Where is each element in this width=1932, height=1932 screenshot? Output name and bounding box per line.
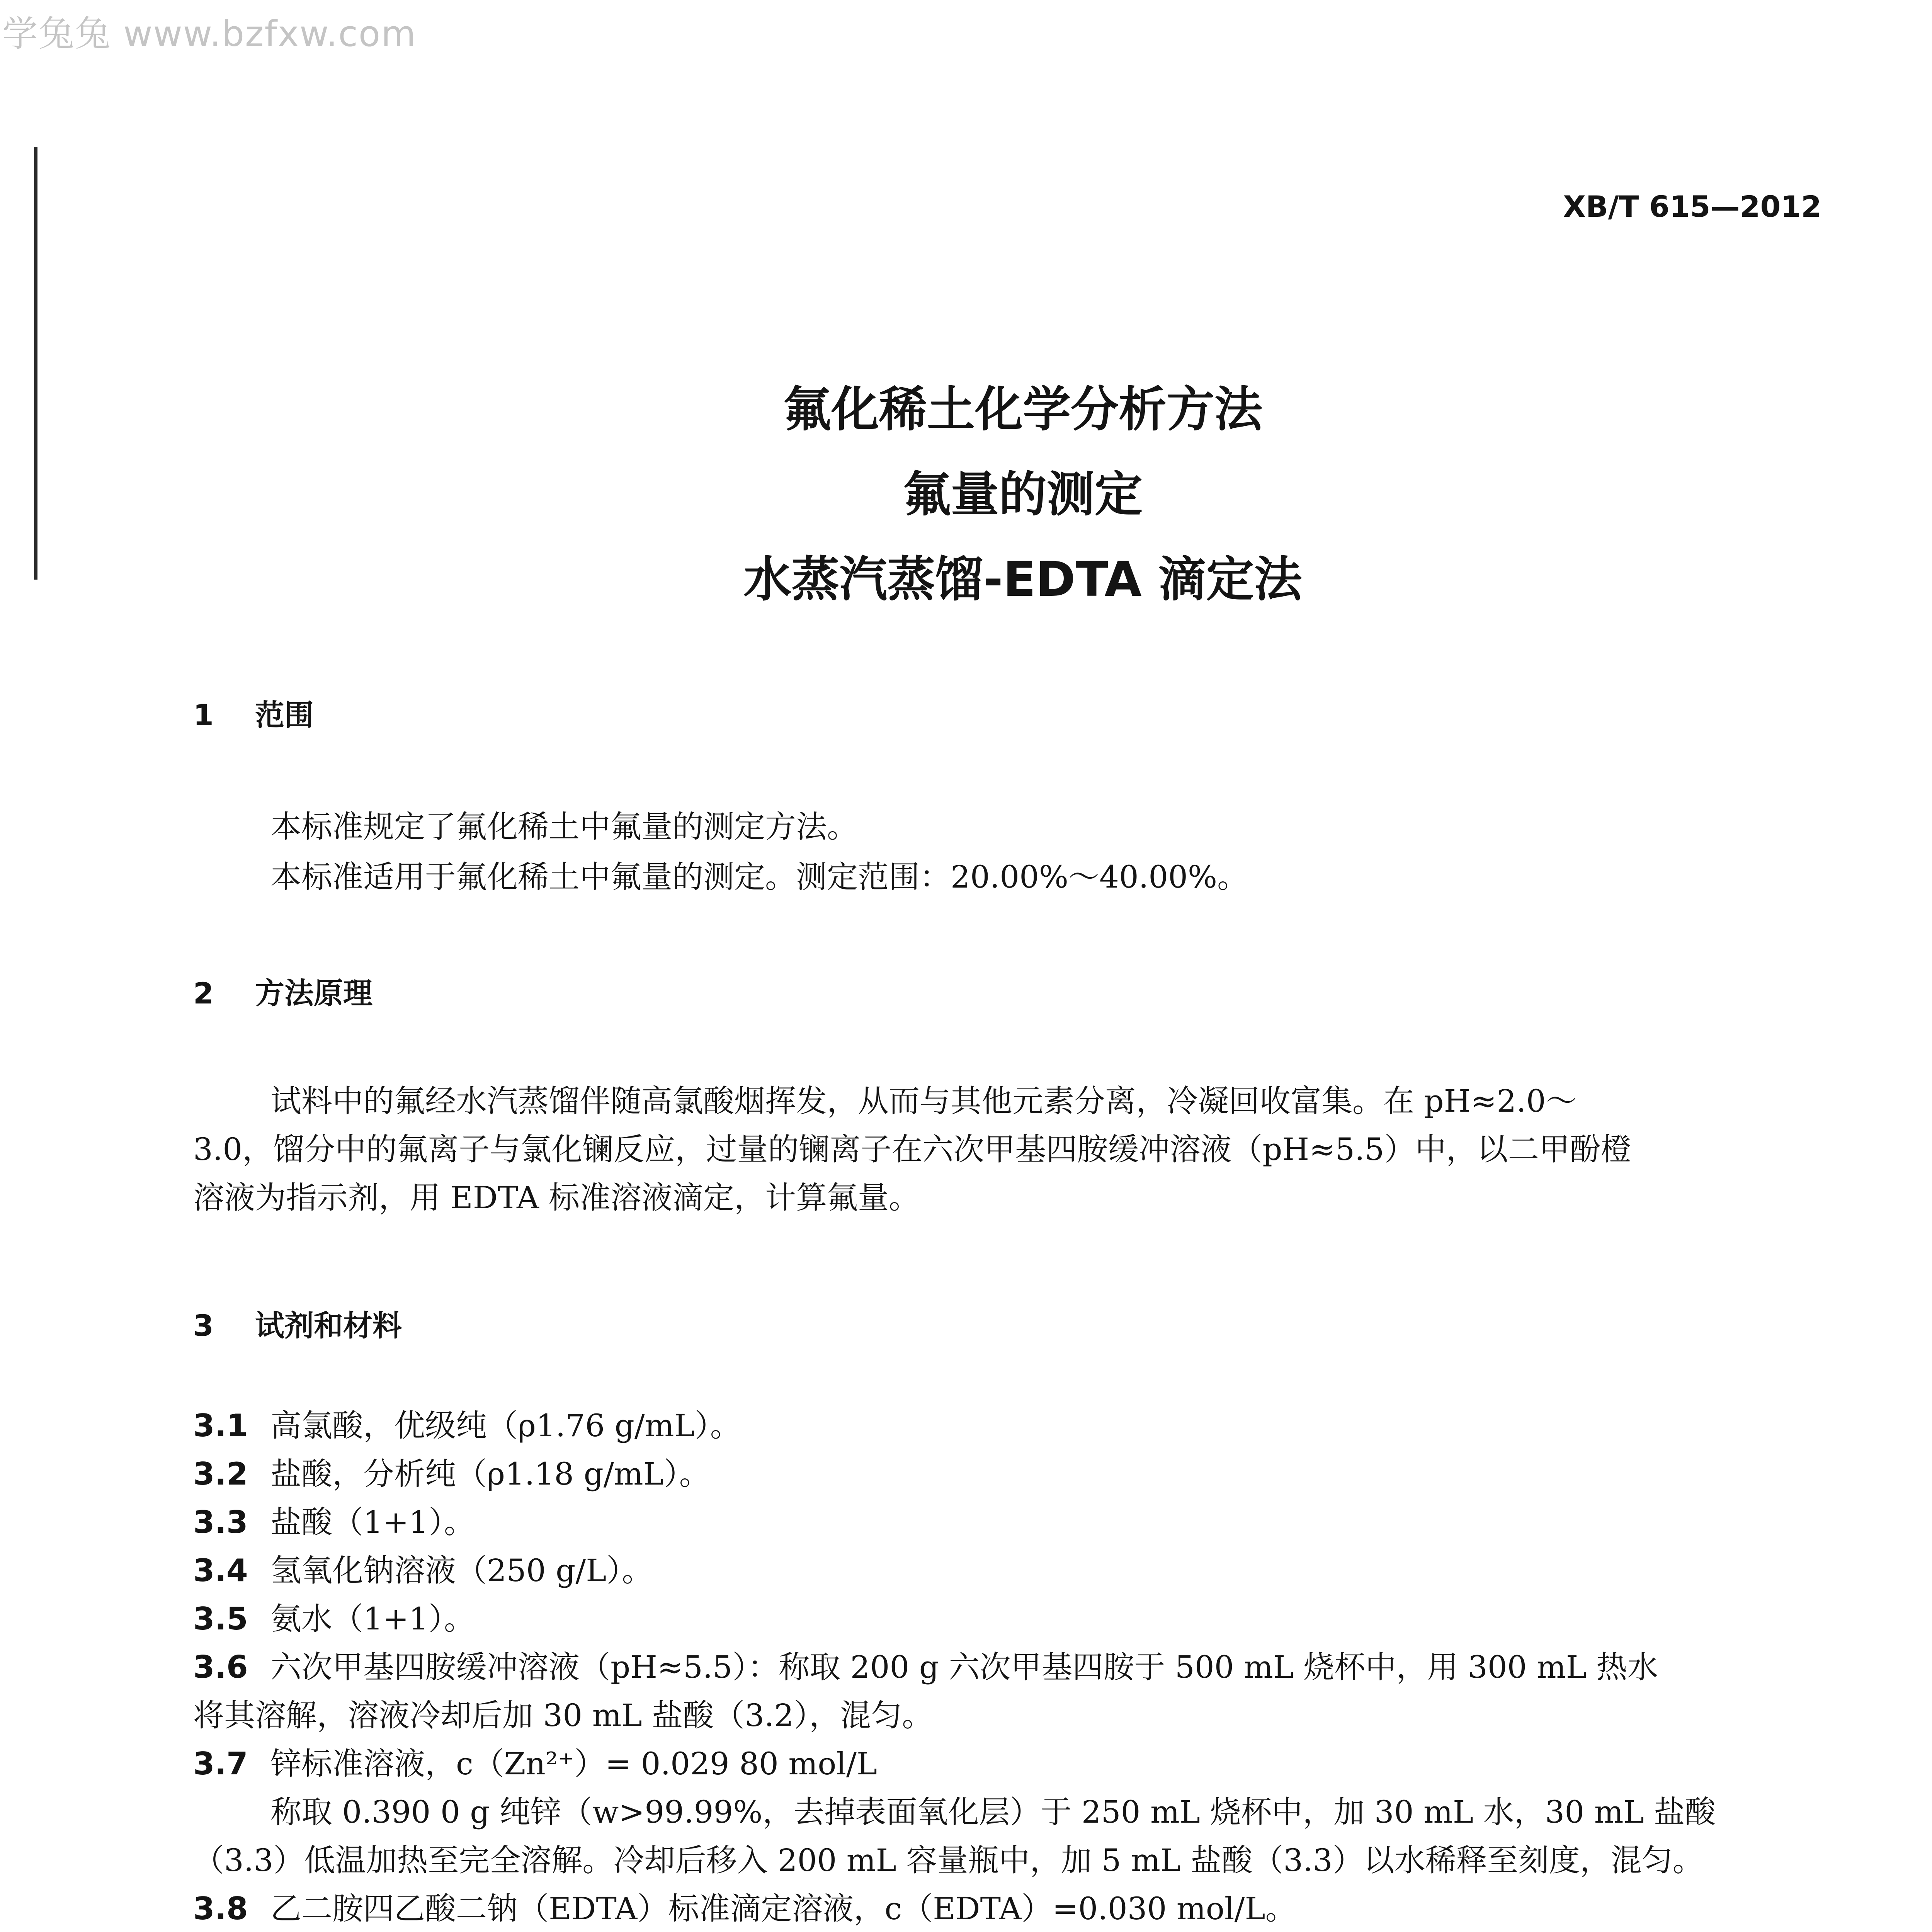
- title-line-3: 水蒸汽蒸馏-EDTA 滴定法: [743, 552, 1302, 607]
- item-number: 3.3: [193, 1504, 248, 1540]
- section-heading-principle: [193, 970, 372, 1012]
- section-number: 3: [193, 1308, 214, 1343]
- reagent-item: [193, 1406, 741, 1445]
- item-number: 3.1: [193, 1408, 248, 1444]
- item-text: 盐酸（1+1）。: [270, 1504, 475, 1540]
- item-number: 3.2: [193, 1456, 248, 1492]
- principle-line-1: 试料中的氟经水汽蒸馏伴随高氯酸烟挥发，从而与其他元素分离，冷凝回收富集。在 pH≈2.0～: [270, 1083, 1577, 1119]
- reagent-item: [193, 1889, 1296, 1928]
- reagent-item: [193, 1551, 653, 1590]
- item-number: 3.8: [193, 1891, 248, 1927]
- section-title: 试剂和材料: [255, 1308, 402, 1343]
- title-line-2: 氟量的测定: [903, 467, 1143, 522]
- item-number: 3.6: [193, 1649, 248, 1685]
- item-text: 锌标准溶液，c（Zn²⁺）= 0.029 80 mol/L: [270, 1746, 878, 1782]
- item-text: 乙二胺四乙酸二钠（EDTA）标准滴定溶液，c（EDTA）=0.030 mol/L。: [270, 1891, 1296, 1927]
- item-text: 氢氧化钠溶液（250 g/L）。: [270, 1553, 653, 1588]
- reagent-item: [193, 1648, 1658, 1687]
- reagent-item-continuation: 将其溶解，溶液冷却后加 30 mL 盐酸（3.2），混匀。: [193, 1697, 933, 1733]
- scope-line-2: 本标准适用于氟化稀土中氟量的测定。测定范围：20.00%～40.00%。: [270, 859, 1248, 895]
- watermark: 学兔兔 www.bzfxw.com: [2, 13, 417, 54]
- section-heading-reagents: [193, 1302, 402, 1344]
- document-code: XB/T 615—2012: [1563, 189, 1821, 224]
- item-text: 盐酸，分析纯（ρ1.18 g/mL）。: [270, 1456, 710, 1492]
- reagent-item: [193, 1503, 475, 1542]
- scope-line-1: 本标准规定了氟化稀土中氟量的测定方法。: [270, 809, 858, 845]
- item-number: 3.5: [193, 1601, 248, 1637]
- section-title: 范围: [255, 698, 314, 732]
- section-number: 1: [193, 698, 214, 732]
- section-heading-scope: [193, 692, 314, 734]
- reagent-item: [193, 1600, 475, 1638]
- reagent-item: [193, 1745, 877, 1783]
- reagent-item-continuation: （3.3）低温加热至完全溶解。冷却后移入 200 mL 容量瓶中，加 5 mL 盐酸（3.3）以水稀释至刻度，混匀。: [193, 1842, 1704, 1878]
- section-number: 2: [193, 976, 214, 1010]
- principle-line-3: 溶液为指示剂，用 EDTA 标准溶液滴定，计算氟量。: [193, 1180, 920, 1216]
- reagent-item: [193, 1455, 710, 1493]
- item-text: 高氯酸，优级纯（ρ1.76 g/mL）。: [270, 1408, 741, 1444]
- item-text: 六次甲基四胺缓冲溶液（pH≈5.5）：称取 200 g 六次甲基四胺于 500 mL 烧杯中，用 300 mL 热水: [270, 1649, 1658, 1685]
- principle-line-2: 3.0，馏分中的氟离子与氯化镧反应，过量的镧离子在六次甲基四胺缓冲溶液（pH≈5.5）中，以二甲酚橙: [193, 1131, 1632, 1167]
- item-number: 3.4: [193, 1553, 248, 1588]
- item-text: 氨水（1+1）。: [270, 1601, 475, 1637]
- reagent-item-continuation: 称取 0.390 0 g 纯锌（w>99.99%，去掉表面氧化层）于 250 mL 烧杯中，加 30 mL 水，30 mL 盐酸: [270, 1794, 1716, 1830]
- item-number: 3.7: [193, 1746, 248, 1782]
- section-title: 方法原理: [255, 976, 372, 1010]
- title-line-1: 氟化稀土化学分析方法: [783, 382, 1262, 437]
